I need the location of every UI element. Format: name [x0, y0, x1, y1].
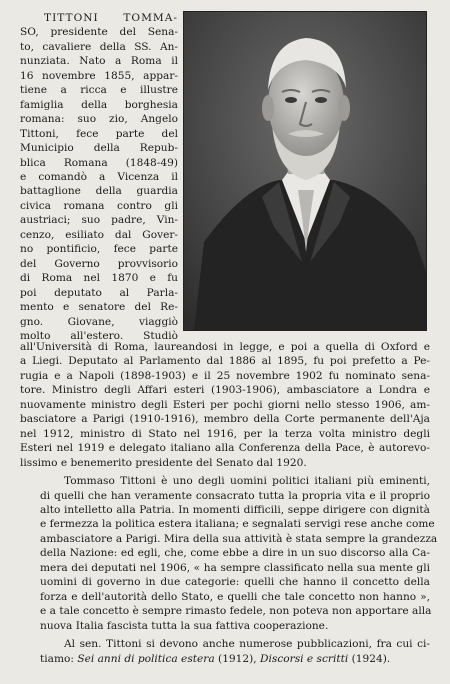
text-line: molto all'estero. Studiò [20, 329, 178, 342]
text-line: tore. Ministro degli Affari esteri (1903-1906), ambasciatore a Londra e [20, 384, 430, 397]
text-line: e fermezza la politica estera italiana; e segnalati servigi rese anche come [40, 518, 435, 531]
text-line: forza e dell'autorità dello Stato, e quelli che tale concetto non hanno », [40, 590, 430, 603]
work-title: Sei anni di politica estera [77, 652, 215, 665]
text-line: to, cavaliere della SS. An- [20, 40, 178, 53]
text-line: nunziata. Nato a Roma il [20, 55, 178, 68]
text-line: nuova Italia fascista tutta la sua fattiva cooperazione. [40, 619, 329, 632]
paragraph-career [20, 340, 430, 470]
text-line: cenzo, esiliato dal Gover- [20, 228, 178, 241]
portrait-photo [183, 11, 427, 331]
text-line: di Roma nel 1870 e fu [20, 272, 178, 285]
text-line: di quelli che han veramente consacrato tutta la propria vita e il proprio [40, 489, 430, 502]
text-line: Al sen. Tittoni si devono anche numerose pubblicazioni, fra cui ci- [64, 638, 430, 651]
publications-line [20, 652, 430, 666]
paragraph-publications [20, 637, 430, 666]
text-line: e a tale concetto è sempre rimasto fedele, non poteva non apportare alla [40, 605, 432, 618]
text-line: e comandò a Vicenza il [20, 170, 178, 183]
text-line: no pontificio, fece parte [20, 243, 178, 256]
text-line: lissimo e benemerito presidente del Senato dal 1920. [20, 456, 307, 469]
text-line: poi deputato al Parla- [20, 286, 178, 299]
bio-intro-column [20, 11, 178, 343]
bio-body [20, 340, 438, 666]
text-line: famiglia della borghesia [20, 98, 178, 111]
text-line: civica romana contro gli [20, 199, 178, 212]
text-line: uomini di governo in due categorie: quelli che hanno il concetto della [40, 576, 430, 589]
text-line: nuovamente ministro degli Esteri per pochi giorni nello stesso 1906, am- [20, 398, 430, 411]
text-line: mera dei deputati nel 1906, « ha sempre classificato nella sua mente gli [40, 561, 430, 574]
text-line: rugia e a Napoli (1898-1903) e il 25 novembre 1902 fu nominato sena- [20, 369, 430, 382]
text-line: gno. Giovane, viaggiò [20, 315, 178, 328]
text-line: blica Romana (1848-49) [20, 156, 178, 169]
text-line: della Nazione: ed egli, che, come ebbe a dire in un suo discorso alla Ca- [40, 547, 430, 560]
work-title: Discorsi e scritti [260, 652, 349, 665]
text-line: basciatore a Parigi (1910-1916), membro della Corte permanente dell'Aja [20, 413, 430, 426]
text-line: 16 novembre 1855, appar- [20, 69, 178, 82]
paragraph-assessment [20, 474, 438, 633]
text-line: Esteri nel 1919 e delegato italiano alla Conferenza della Pace, è autorevo- [20, 442, 430, 455]
work-year: (1924). [348, 652, 391, 665]
text-line: Municipio della Repub- [20, 142, 178, 155]
text-line: a Liegi. Deputato al Parlamento dal 1886 al 1895, fu poi prefetto a Pe- [20, 355, 430, 368]
text-line: mento e senatore del Re- [20, 301, 178, 314]
text-line: tiene a ricca e illustre [20, 84, 178, 97]
text-line: alto intelletto alla Patria. In momenti difficili, seppe dirigere con dignità [40, 503, 430, 516]
text-fragment: tiamo: [40, 652, 78, 665]
text-line: ambasciatore a Parigi. Mira della sua attività è stata sempre la grandezza [40, 532, 438, 545]
text-line: SO, presidente del Sena- [20, 26, 178, 39]
text-line: battaglione della guardia [20, 185, 178, 198]
work-year: (1912), [214, 652, 261, 665]
text-line: austriaci; suo padre, Vin- [20, 214, 178, 227]
bio-name: TITTONI TOMMA- [44, 12, 178, 24]
text-line: Tittoni, fece parte del [20, 127, 178, 140]
text-line: Tommaso Tittoni è uno degli uomini politici italiani più eminenti, [64, 475, 430, 488]
text-line: nel 1912, ministro di Stato nel 1916, per la terza volta ministro degli [20, 427, 430, 440]
text-line: all'Università di Roma, laureandosi in legge, e poi a quella di Oxford e [20, 341, 430, 353]
text-line: romana: suo zio, Angelo [20, 113, 178, 126]
text-line: del Governo provvisorio [20, 257, 178, 270]
